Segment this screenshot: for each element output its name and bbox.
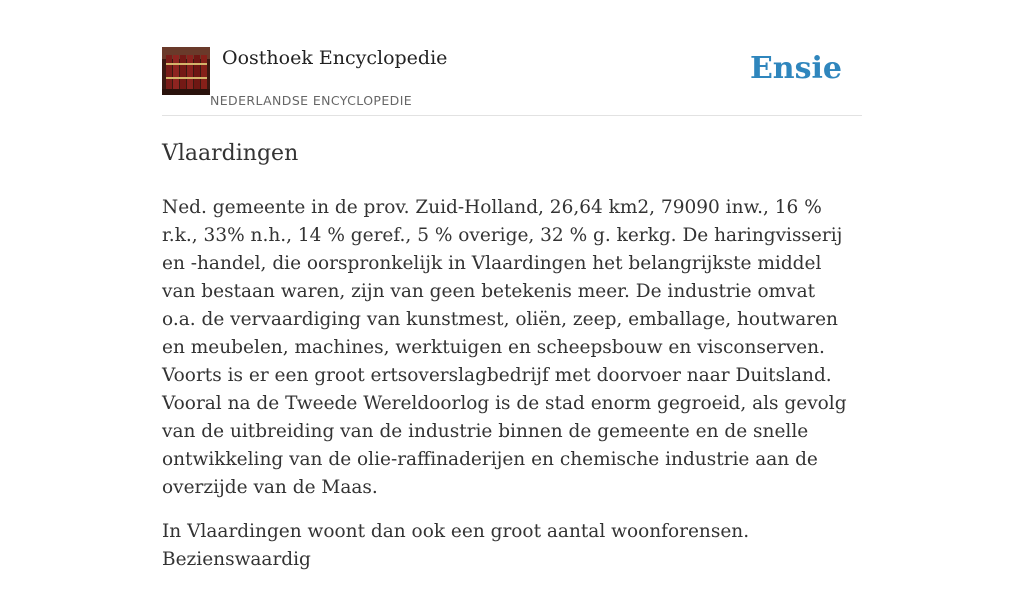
article-paragraph-1: Ned. gemeente in de prov. Zuid-Holland, 26,64 km2, 79090 inw., 16 % r.k., 33% n.h., 14 % geref., 5 % overige, 32 % g. kerkg. De haringvisserij en -handel, die oorspronkelijk in Vlaardingen het belangrijkste middel van bestaan waren, zijn van geen betekenis meer. De industrie omvat o.a. de vervaardiging van kunstmest, oliën, zeep, emballage, houtwaren en meubelen, machines, werktuigen en scheepsbouw en visconserven. Voorts is er een groot ertsoverslagbedrijf met doorvoer naar Duitsland. Vooral na de Tweede Wereldoorlog is de stad enorm gegroeid, als gevolg van de uitbreiding van de industrie binnen de gemeente en de snelle ontwikkeling van de olie-raffinaderijen en chemische industrie aan de overzijde van de Maas.	[162, 197, 847, 498]
article-body	[162, 194, 852, 574]
site-header	[162, 0, 862, 116]
encyclopedia-books-icon[interactable]	[162, 47, 210, 95]
site-subtitle: NEDERLANDSE ENCYCLOPEDIE	[210, 93, 413, 108]
article-paragraph-2: In Vlaardingen woont dan ook een groot aantal woonforensen. Bezienswaardig	[162, 521, 750, 570]
site-title[interactable]: Oosthoek Encyclopedie	[222, 47, 448, 69]
article-title: Vlaardingen	[162, 141, 299, 166]
article	[162, 138, 852, 590]
brand-logo-link[interactable]: Ensie	[749, 51, 842, 86]
